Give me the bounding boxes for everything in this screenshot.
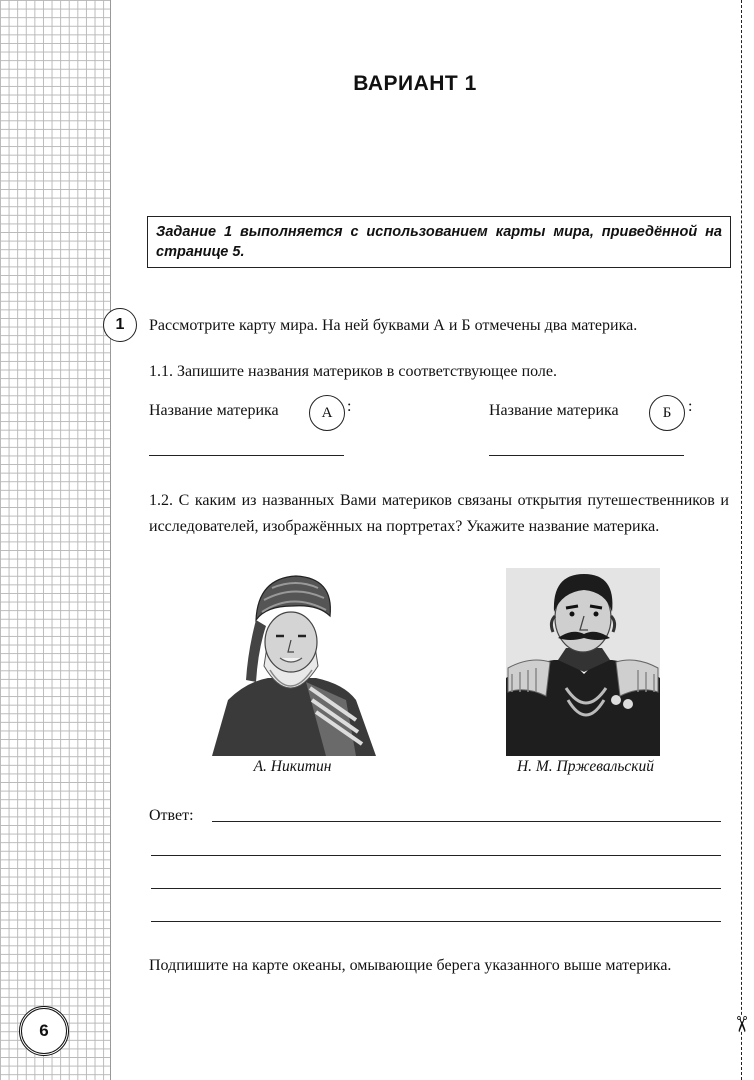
continent-b-letter: Б: [649, 395, 685, 431]
answer-line[interactable]: [212, 821, 721, 822]
portrait-przhevalsky: [506, 568, 660, 756]
answer-label: Ответ:: [149, 807, 194, 824]
continent-a-label: Название материка: [149, 402, 279, 419]
continent-a-answer-field[interactable]: [149, 455, 344, 456]
cut-line: [741, 0, 742, 1080]
portrait-nikitin: [206, 570, 378, 756]
answer-line[interactable]: [151, 855, 721, 856]
task-intro: Рассмотрите карту мира. На ней буквами А и Б отмечены два материка.: [149, 317, 638, 334]
page-number: 6: [19, 1006, 69, 1056]
question-1-2: 1.2. С каким из названных Вами материков связаны открытия путешественников и исследователей, изображённых на портретах? Укажите название материка.: [149, 492, 729, 535]
continent-a-colon: :: [347, 398, 352, 415]
answer-line[interactable]: [151, 888, 721, 889]
caption-nikitin: А. Никитин: [253, 758, 332, 775]
grid-margin: [0, 0, 111, 1080]
task-number: 1: [103, 308, 137, 342]
caption-przhevalsky: Н. М. Пржевальский: [516, 758, 655, 775]
variant-title: ВАРИАНТ 1: [353, 72, 477, 95]
task-instruction-box: Задание 1 выполняется с использованием карты мира, приведённой на странице 5.: [147, 216, 731, 268]
continent-b-answer-field[interactable]: [489, 455, 684, 456]
final-instruction: Подпишите на карте океаны, омывающие берега указанного выше материка.: [149, 957, 672, 974]
continent-b-colon: :: [688, 398, 693, 415]
continent-a-letter: А: [309, 395, 345, 431]
question-1-1: 1.1. Запишите названия материков в соответствующее поле.: [149, 363, 557, 380]
scissors-icon: ✂: [729, 1015, 754, 1034]
answer-line[interactable]: [151, 921, 721, 922]
continent-b-label: Название материка: [489, 402, 619, 419]
